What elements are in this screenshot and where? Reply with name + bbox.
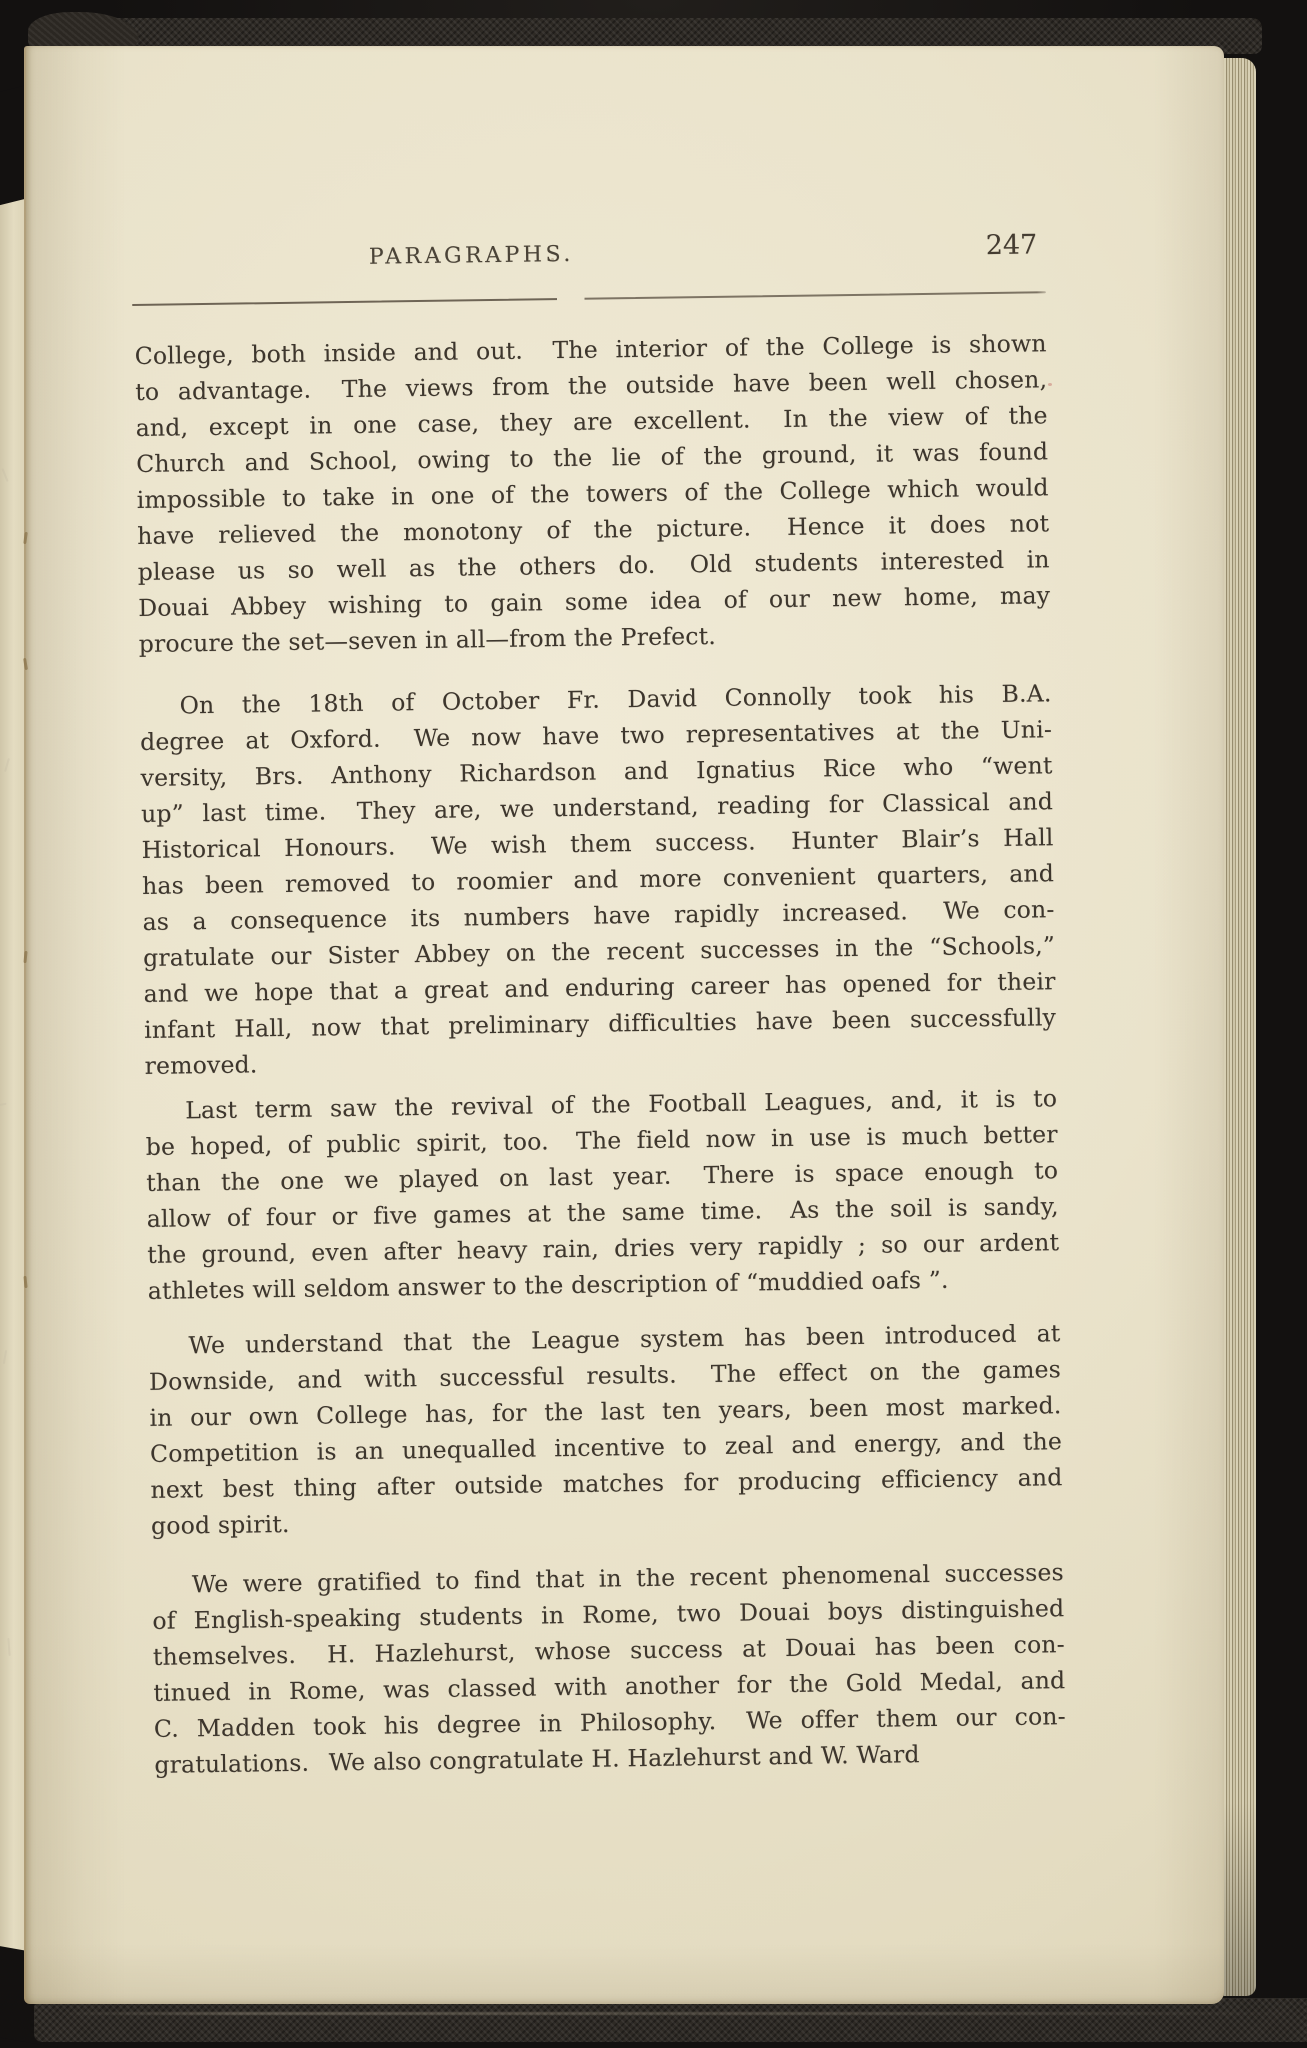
text-line: as a consequence its numbers have rapidly increased. We con- [142, 895, 1055, 936]
book-cover-edge-bottom [34, 1998, 1307, 2042]
text-line: Historical Honours. We wish them success. Hunter Blair’s Hall [141, 823, 1054, 864]
text-line: Douai Abbey wishing to gain some idea of our new home, may [138, 581, 1051, 622]
text-line: College, both inside and out. The interior of the College is shown [134, 329, 1047, 370]
header-rule [132, 291, 1046, 306]
printed-content [22, 31, 1247, 2006]
book-page [24, 46, 1224, 2004]
text-line: be hoped, of public spirit, too. The field now in use is much better [145, 1120, 1058, 1161]
text-line: versity, Brs. Anthony Richardson and Ignatius Rice who “went [140, 751, 1053, 792]
gutter-crease-mark [23, 532, 28, 544]
text-line: Last term saw the revival of the Football Leagues, and, it is to [185, 1084, 1058, 1125]
text-line: impossible to take in one of the towers of the College which would [136, 473, 1049, 514]
text-line: allow of four or five games at the same time. As the soil is sandy, [146, 1192, 1059, 1233]
page-text [134, 325, 1066, 1783]
gutter-crease-mark [23, 658, 28, 670]
text-line: up” last time. They are, we understand, reading for Classical and [140, 787, 1054, 828]
text-line: good spirit. [150, 1509, 290, 1540]
text-line: gratulations. We also congratulate H. Hazlehurst and W. Ward [154, 1740, 920, 1779]
gutter-crease-mark [23, 951, 27, 963]
text-line: and, except in one case, they are excellent. In the view of the [135, 401, 1048, 442]
text-line: of English-speaking students in Rome, two Douai boys distinguished [152, 1594, 1065, 1635]
gutter-crease-mark [23, 1276, 27, 1288]
text-line: degree at Oxford. We now have two representatives at the Uni- [139, 715, 1053, 756]
text-line: please us so well as the others do. Old students interested in [137, 545, 1050, 586]
paragraph [139, 675, 1056, 1084]
text-line: Downside, and with successful results. The effect on the games [148, 1355, 1062, 1396]
text-line: gratulate our Sister Abbey on the recent successes in the “Schools,” [142, 931, 1056, 972]
paragraph [145, 1080, 1060, 1309]
text-line: On the 18th of October Fr. David Connolly took his B.A. [179, 679, 1052, 720]
text-line: procure the set—seven in all—from the Prefect. [138, 621, 717, 658]
text-line: We were gratified to find that in the recent phenomenal successes [191, 1558, 1064, 1599]
text-line: than the one we played on last year. There is space enough to [146, 1156, 1059, 1197]
text-line: themselves. H. Hazlehurst, whose success at Douai has been con- [152, 1630, 1065, 1671]
text-line: to advantage. The views from the outside have been well chosen, [135, 365, 1048, 406]
text-line: athletes will seldom answer to the description of “muddied oafs ”. [147, 1265, 949, 1305]
text-line: Church and School, owing to the lie of the ground, it was found [136, 437, 1049, 478]
text-line: We understand that the League system has been introduced at [188, 1319, 1061, 1360]
paragraph [134, 325, 1050, 662]
text-line: have relieved the monotony of the picture. Hence it does not [137, 509, 1050, 550]
text-line: next best thing after outside matches for producing efficiency and [150, 1463, 1063, 1504]
text-line: has been removed to roomier and more convenient quarters, and [141, 859, 1055, 900]
text-line: the ground, even after heavy rain, dries very rapidly ; so our ardent [147, 1228, 1060, 1269]
text-line: removed. [144, 1050, 258, 1080]
text-line: in our own College has, for the last ten years, been most marked. [149, 1391, 1062, 1432]
text-line: C. Madden took his degree in Philosophy. We offer them our con- [153, 1702, 1066, 1743]
text-line: infant Hall, now that preliminary difficulties have been successfully [143, 1003, 1057, 1044]
running-head [133, 229, 1045, 278]
text-line: Competition is an unequalled incentive to zeal and energy, and the [149, 1427, 1063, 1468]
page-number: 247 [985, 229, 1038, 262]
paragraph [152, 1554, 1067, 1783]
text-line: and we hope that a great and enduring career has opened for their [143, 967, 1056, 1008]
text-line: tinued in Rome, was classed with another for the Gold Medal, and [153, 1666, 1066, 1707]
page-title: PARAGRAPHS. [368, 241, 574, 270]
paragraph [148, 1315, 1063, 1544]
